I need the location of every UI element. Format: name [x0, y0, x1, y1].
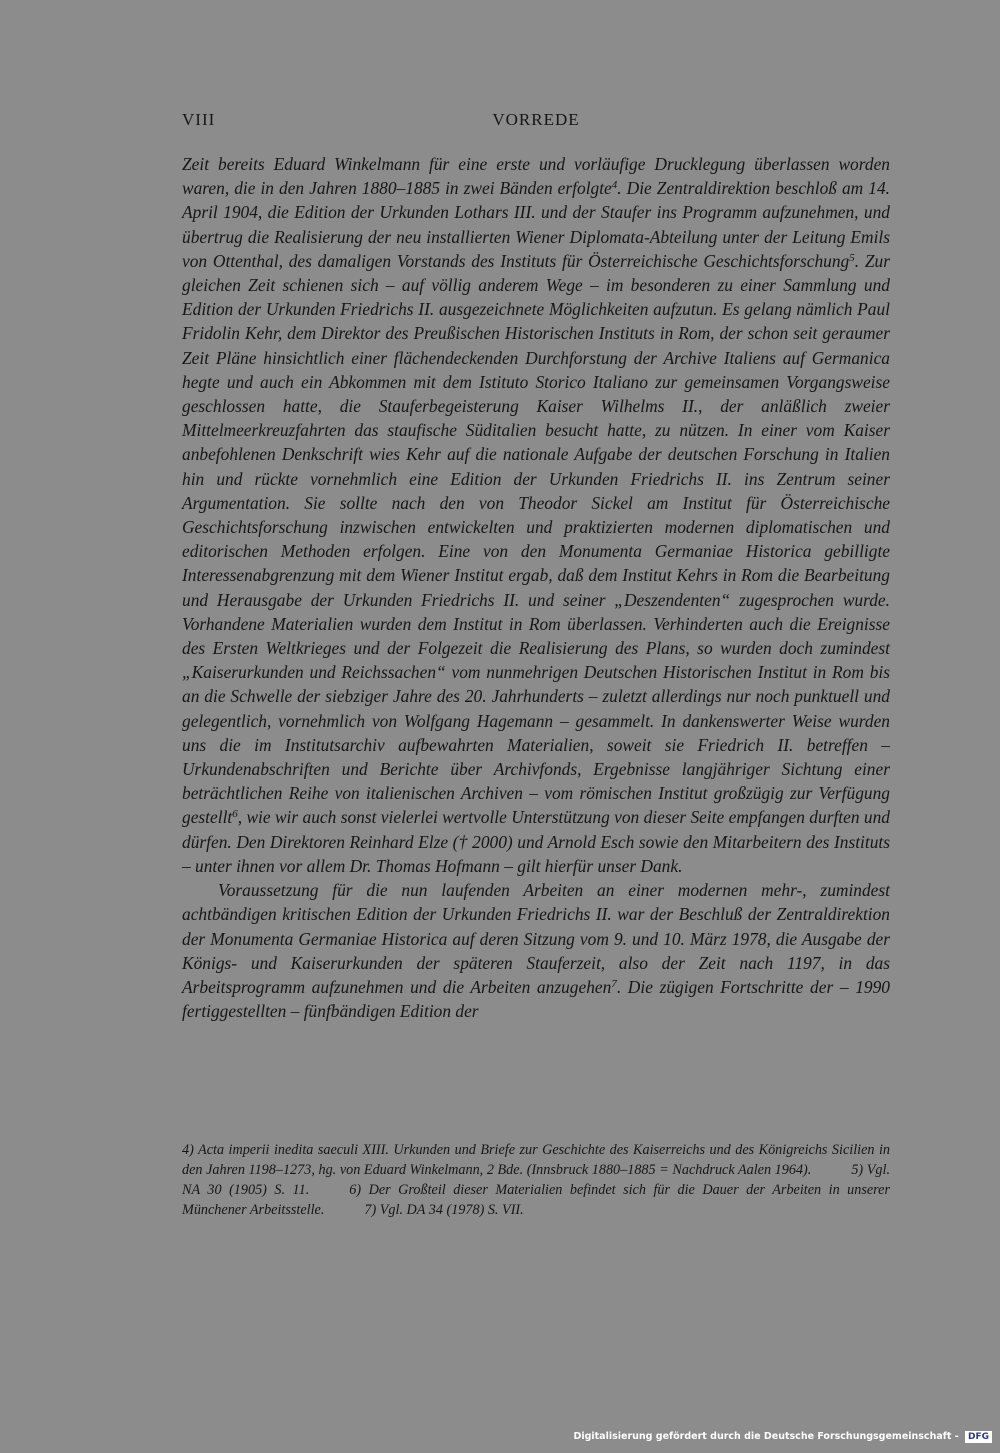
- dfg-logo: DFG: [965, 1431, 992, 1443]
- footnote-ref-5: 5: [849, 251, 855, 264]
- paragraph-1-part-a: Zeit bereits Eduard Winkelmann für eine erste und vorläufige Drucklegung überlassen worden waren, die in den Jahren 1880–1885 in zwei Bänden erfolgte: [182, 154, 890, 199]
- paragraph-1: [182, 152, 890, 878]
- paragraph-2-part-b: . Die zügigen Fortschritte der – 1990 fertiggestellten – fünfbändigen Edition der: [182, 976, 890, 1022]
- footnote-ref-6: 6: [232, 808, 238, 821]
- running-title: VORREDE: [492, 110, 580, 129]
- footnote-4: 4) Acta imperii inedita saeculi XIII. Urkunden und Briefe zur Geschichte des Kaiserreichs und des Königreichs Sicilien in den Jahren 1198–1273, hg. von Eduard Winkelmann, 2 Bde. (Innsbruck 1880–1885 = Nachdruck Aalen 1964).: [182, 1142, 890, 1178]
- paragraph-1-part-c: . Zur gleichen Zeit schienen sich – auf völlig anderem Wege – im besonderen zu einer Sammlung und Edition der Urkunden Friedrichs II. ausgezeichnete Möglichkeiten aufzutun. Es gelang nämlich Paul Fridolin Kehr, dem Direktor des Preußischen Historischen Instituts in Rom, der schon seit geraumer Zeit Pläne hinsichtlich einer flächendeckenden Durchforstung der Archive Italiens auf Germanica hegte und auch ein Abkommen mit dem Istituto Storico Italiano zur gemeinsamen Vorgangsweise geschlossen hatte, die Stauferbegeisterung Kaiser Wilhelms II., der anläßlich zweier Mittelmeerkreuzfahrten das staufische Süditalien besucht hatte, zu nützen. In einer vom Kaiser anbefohlenen Denkschrift wies Kehr auf die nationale Aufgabe der deutschen Forschung in Italien hin und rückte vornehmlich eine Edition der Urkunden Friedrichs II. ins Zentrum seiner Argumentation. Sie sollte nach den von Theodor Sickel am Institut für Österreichische Geschichtsforschung inzwischen entwickelten und praktizierten modernen diplomatischen und editorischen Methoden erfolgen. Eine von den Monumenta Germaniae Historica gebilligte Interessenabgrenzung mit dem Wiener Institut ergab, daß dem Institut Kehrs in Rom die Bearbeitung und Herausgabe der Urkunden Friedrichs II. und seiner „Deszendenten“ zugesprochen wurde. Vorhandene Materialien wurden dem Institut in Rom überlassen. Verhinderten auch die Ereignisse des Ersten Weltkrieges und der Folgezeit die Realisierung des Plans, so wurden doch zumindest „Kaiserurkunden und Reichssachen“ vom nunmehrigen Deutschen Historischen Institut in Rom bis an die Schwelle der siebziger Jahre des 20. Jahrhunderts – zuletzt allerdings nur noch punktuell und gelegentlich, vornehmlich von Wolfgang Hagemann – gesammelt. In dankenswerter Weise wurden uns die im Institutsarchiv aufbewahrten Materialien, soweit sie Friedrich II. betreffen – Urkundenabschriften und Berichte über Archivfonds, Ergebnisse langjähriger Sichtung einer beträchtlichen Reihe von italienischen Archiven – vom römischen Institut großzügig zur Verfügung gestellt: [182, 250, 890, 828]
- footnote-ref-7: 7: [611, 977, 617, 990]
- footnote-7: 7) Vgl. DA 34 (1978) S. VII.: [364, 1202, 524, 1218]
- footnotes: [182, 1140, 890, 1220]
- paragraph-1-part-b: . Die Zentraldirektion beschloß am 14. April 1904, die Edition der Urkunden Lothars III. und der Staufer ins Programm aufzunehmen, und übertrug die Realisierung der neu installierten Wiener Diplomata-Abteilung unter der Leitung Emils von Ottenthal, des damaligen Vorstands des Instituts für Österreichische Geschichtsforschung: [182, 178, 890, 271]
- page-number: VIII: [182, 110, 216, 129]
- digitization-credit: [0, 1431, 992, 1443]
- paragraph-1-part-d: , wie wir auch sonst vielerlei wertvolle Unterstützung von dieser Seite empfangen durften und dürfen. Den Direktoren Reinhard Elze († 2000) und Arnold Esch sowie den Mitarbeitern des Instituts – unter ihnen vor allem Dr. Thomas Hofmann – gilt hierfür unser Dank.: [182, 807, 890, 876]
- page-header: [182, 110, 890, 132]
- credit-text: Digitalisierung gefördert durch die Deutsche Forschungsgemeinschaft -: [573, 1431, 959, 1442]
- footnote-5: 5) Vgl. NA 30 (1905) S. 11.: [182, 1162, 890, 1198]
- footnote-ref-4: 4: [611, 179, 618, 192]
- main-text: [182, 152, 890, 1023]
- footnote-6: 6) Der Großteil dieser Materialien befindet sich für die Dauer der Arbeiten in unserer Münchener Arbeitsstelle.: [182, 1182, 890, 1218]
- paragraph-2-part-a: Voraussetzung für die nun laufenden Arbeiten an einer modernen mehr-, zumindest achtbändigen kritischen Edition der Urkunden Friedrichs II. war der Beschluß der Zentraldirektion der Monumenta Germaniae Historica auf deren Sitzung vom 9. und 10. März 1978, die Ausgabe der Königs- und Kaiserurkunden der späteren Stauferzeit, also der Zeit nach 1197, in das Arbeitsprogramm aufzunehmen und die Arbeiten anzugehen: [182, 880, 890, 997]
- paragraph-2: [182, 878, 890, 1023]
